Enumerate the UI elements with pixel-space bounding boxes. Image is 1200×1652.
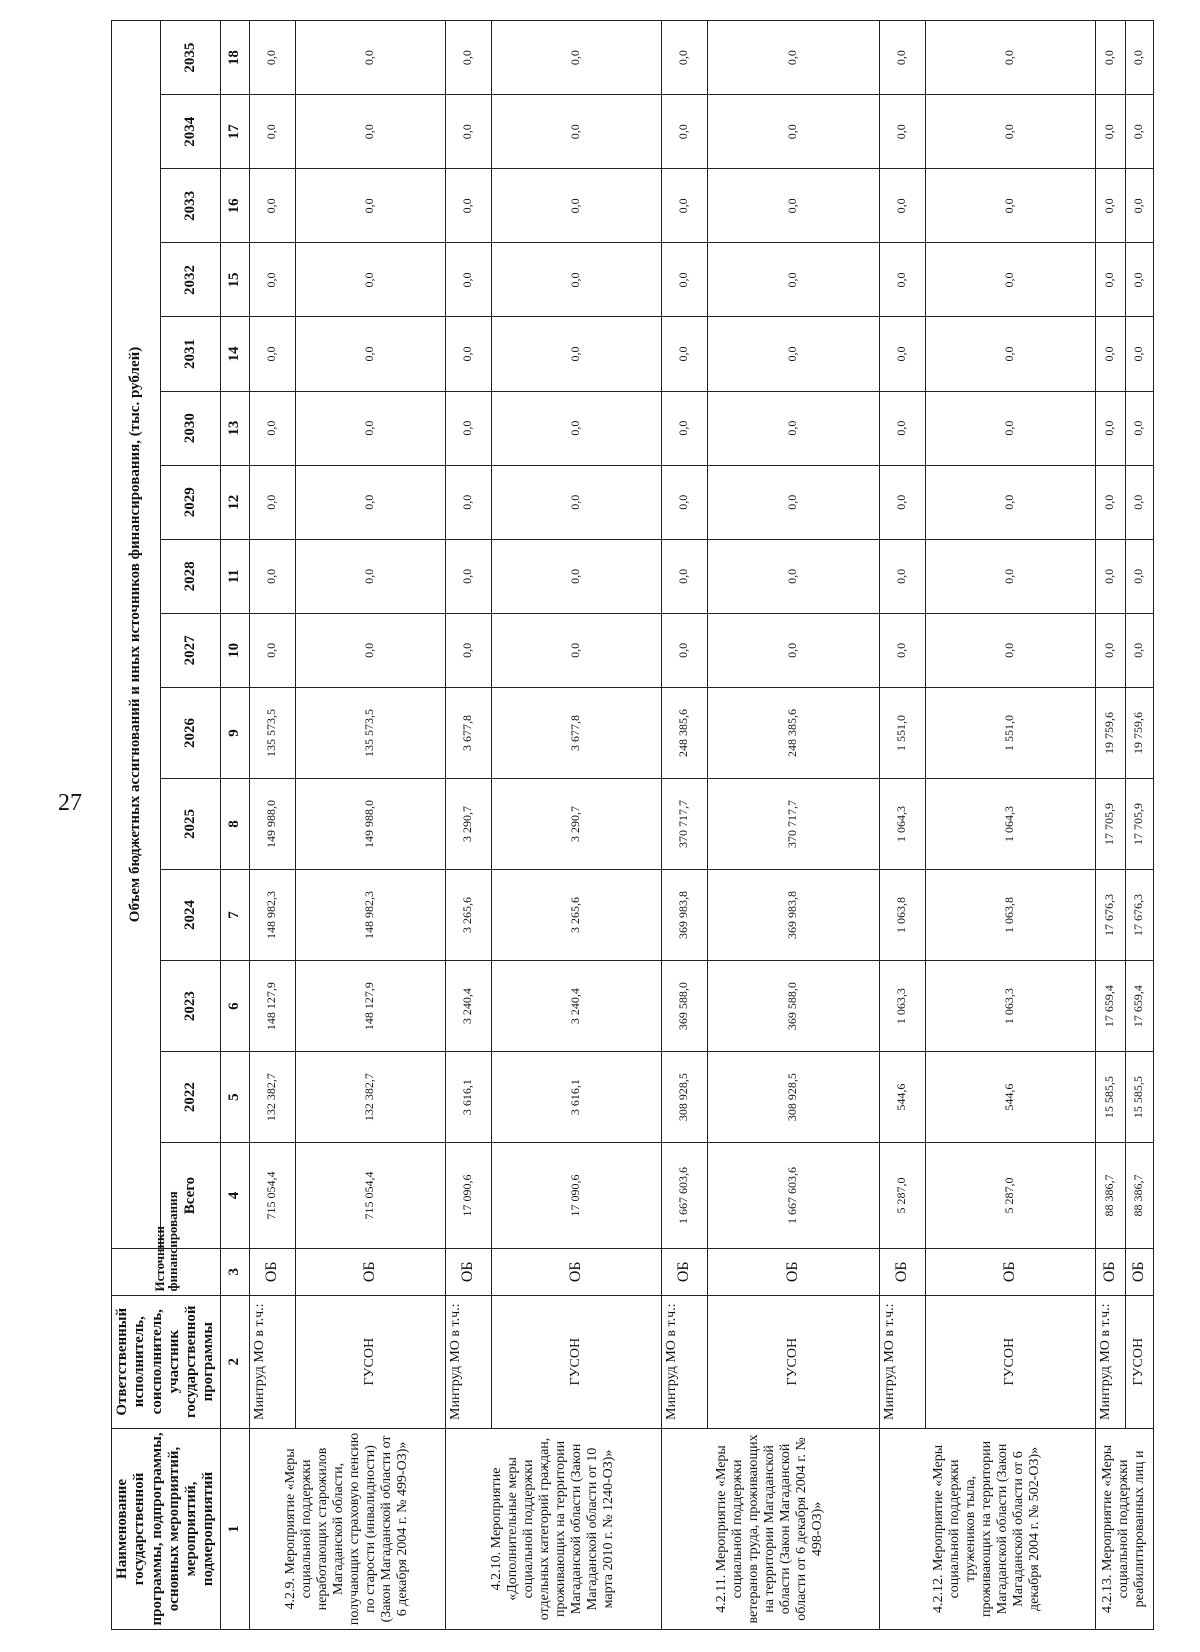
value-cell: 544,6 bbox=[879, 1052, 925, 1143]
responsible-executor: Минтруд МО в т.ч.: bbox=[445, 1295, 491, 1428]
value-cell: 369 588,0 bbox=[661, 961, 707, 1052]
value-cell: 19 759,6 bbox=[1095, 687, 1125, 778]
responsible-executor: ГУСОН bbox=[491, 1295, 661, 1428]
header-year-2032: 2032 bbox=[160, 243, 220, 317]
value-cell: 0,0 bbox=[879, 391, 925, 465]
column-number: 8 bbox=[220, 779, 249, 870]
value-cell: 1 063,8 bbox=[925, 870, 1095, 961]
value-cell: 0,0 bbox=[925, 391, 1095, 465]
value-cell: 0,0 bbox=[661, 169, 707, 243]
table-row bbox=[661, 21, 707, 1630]
value-cell: 0,0 bbox=[1095, 243, 1125, 317]
header-name: Наименование государственной программы, подпрограммы, основных мероприятий, мероприятий, подмероприятий bbox=[112, 1428, 221, 1629]
header-year-2035: 2035 bbox=[160, 21, 220, 95]
value-cell: 1 551,0 bbox=[879, 687, 925, 778]
column-number: 1 bbox=[220, 1428, 249, 1629]
value-cell: 132 382,7 bbox=[295, 1052, 445, 1143]
funding-source: ОБ bbox=[925, 1248, 1095, 1295]
table-row bbox=[879, 21, 925, 1630]
value-cell: 17 676,3 bbox=[1095, 870, 1125, 961]
funding-source: ОБ bbox=[1095, 1248, 1125, 1295]
value-cell: 0,0 bbox=[925, 539, 1095, 613]
value-cell: 0,0 bbox=[445, 613, 491, 687]
value-cell: 0,0 bbox=[707, 613, 879, 687]
table-row bbox=[1095, 21, 1125, 1630]
value-cell: 0,0 bbox=[879, 21, 925, 95]
value-cell: 19 759,6 bbox=[1125, 687, 1153, 778]
funding-source: ОБ bbox=[661, 1248, 707, 1295]
table-row bbox=[707, 21, 879, 1630]
value-cell: 0,0 bbox=[879, 169, 925, 243]
value-cell: 0,0 bbox=[707, 169, 879, 243]
activity-name: 4.2.12. Мероприятие «Меры социальной поддержки тружеников тыла, проживающих на территории Магаданской области (Закон Магаданской области от 6 декабря 2004 г. № 502-ОЗ)» bbox=[879, 1428, 1095, 1629]
value-cell: 1 551,0 bbox=[925, 687, 1095, 778]
value-cell: 0,0 bbox=[925, 243, 1095, 317]
value-cell: 0,0 bbox=[925, 169, 1095, 243]
value-cell: 369 983,8 bbox=[661, 870, 707, 961]
activity-name: 4.2.9. Мероприятие «Меры социальной поддержки неработающих старожилов Магаданской области, получающих страховую пенсию по старости (инвалидности) (Закон Магаданской области от 6 декабря 2004 г. № 499-ОЗ)» bbox=[249, 1428, 445, 1629]
funding-source: ОБ bbox=[879, 1248, 925, 1295]
value-cell: 0,0 bbox=[295, 539, 445, 613]
header-year-2029: 2029 bbox=[160, 465, 220, 539]
value-cell: 0,0 bbox=[1125, 465, 1153, 539]
value-cell: 0,0 bbox=[879, 613, 925, 687]
value-cell: 0,0 bbox=[491, 613, 661, 687]
value-cell: 0,0 bbox=[445, 539, 491, 613]
value-cell: 148 982,3 bbox=[249, 870, 295, 961]
value-cell: 148 127,9 bbox=[295, 961, 445, 1052]
value-cell: 0,0 bbox=[491, 21, 661, 95]
value-cell: 0,0 bbox=[661, 465, 707, 539]
funding-source: ОБ bbox=[445, 1248, 491, 1295]
column-number: 17 bbox=[220, 95, 249, 169]
column-number: 14 bbox=[220, 317, 249, 391]
value-cell: 0,0 bbox=[445, 21, 491, 95]
value-cell: 0,0 bbox=[295, 465, 445, 539]
value-cell: 0,0 bbox=[295, 243, 445, 317]
value-cell: 132 382,7 bbox=[249, 1052, 295, 1143]
value-cell: 0,0 bbox=[1095, 95, 1125, 169]
value-cell: 0,0 bbox=[707, 539, 879, 613]
value-cell: 17 676,3 bbox=[1125, 870, 1153, 961]
responsible-executor: ГУСОН bbox=[707, 1295, 879, 1428]
responsible-executor: ГУСОН bbox=[1125, 1295, 1153, 1428]
value-cell: 0,0 bbox=[295, 21, 445, 95]
table-row bbox=[445, 21, 491, 1630]
value-cell: 248 385,6 bbox=[707, 687, 879, 778]
value-cell: 1 064,3 bbox=[925, 779, 1095, 870]
value-cell: 0,0 bbox=[925, 317, 1095, 391]
value-cell: 0,0 bbox=[249, 317, 295, 391]
column-number: 2 bbox=[220, 1295, 249, 1428]
value-cell: 3 290,7 bbox=[491, 779, 661, 870]
table-row bbox=[925, 21, 1095, 1630]
value-cell: 0,0 bbox=[491, 243, 661, 317]
header-year-2030: 2030 bbox=[160, 391, 220, 465]
value-cell: 369 983,8 bbox=[707, 870, 879, 961]
value-cell: 15 585,5 bbox=[1125, 1052, 1153, 1143]
value-cell: 1 063,8 bbox=[879, 870, 925, 961]
header-year-2034: 2034 bbox=[160, 95, 220, 169]
value-cell: 148 127,9 bbox=[249, 961, 295, 1052]
value-cell: 0,0 bbox=[879, 465, 925, 539]
header-year-2028: 2028 bbox=[160, 539, 220, 613]
value-cell: 0,0 bbox=[1125, 95, 1153, 169]
value-cell: 370 717,7 bbox=[707, 779, 879, 870]
header-year-2026: 2026 bbox=[160, 687, 220, 778]
table-row bbox=[491, 21, 661, 1630]
value-cell: 0,0 bbox=[295, 317, 445, 391]
value-total: 88 386,7 bbox=[1095, 1143, 1125, 1249]
header-year-2022: 2022 bbox=[160, 1052, 220, 1143]
value-cell: 0,0 bbox=[1125, 169, 1153, 243]
value-total: 715 054,4 bbox=[249, 1143, 295, 1249]
value-total: 715 054,4 bbox=[295, 1143, 445, 1249]
responsible-executor: Минтруд МО в т.ч.: bbox=[1095, 1295, 1125, 1428]
column-number: 13 bbox=[220, 391, 249, 465]
value-cell: 0,0 bbox=[1095, 465, 1125, 539]
value-cell: 1 064,3 bbox=[879, 779, 925, 870]
value-total: 17 090,6 bbox=[491, 1143, 661, 1249]
value-cell: 0,0 bbox=[707, 391, 879, 465]
activity-name: 4.2.13. Мероприятие «Меры социальной поддержки реабилитированных лиц и bbox=[1095, 1428, 1153, 1629]
value-cell: 0,0 bbox=[925, 21, 1095, 95]
header-year-2025: 2025 bbox=[160, 779, 220, 870]
value-cell: 0,0 bbox=[295, 95, 445, 169]
value-cell: 149 988,0 bbox=[295, 779, 445, 870]
value-cell: 17 659,4 bbox=[1125, 961, 1153, 1052]
value-cell: 0,0 bbox=[707, 465, 879, 539]
responsible-executor: Минтруд МО в т.ч.: bbox=[879, 1295, 925, 1428]
header-volume: Объем бюджетных ассигнований и иных источников финансирования, (тыс. рублей) bbox=[112, 21, 161, 1249]
value-cell: 0,0 bbox=[249, 243, 295, 317]
value-cell: 0,0 bbox=[661, 21, 707, 95]
value-cell: 0,0 bbox=[707, 317, 879, 391]
responsible-executor: ГУСОН bbox=[295, 1295, 445, 1428]
responsible-executor: Минтруд МО в т.ч.: bbox=[249, 1295, 295, 1428]
value-cell: 0,0 bbox=[879, 317, 925, 391]
value-cell: 0,0 bbox=[1095, 317, 1125, 391]
value-cell: 3 677,8 bbox=[491, 687, 661, 778]
value-cell: 0,0 bbox=[879, 243, 925, 317]
value-cell: 0,0 bbox=[445, 95, 491, 169]
column-number: 10 bbox=[220, 613, 249, 687]
value-cell: 0,0 bbox=[1125, 539, 1153, 613]
budget-table-rotated bbox=[111, 20, 1148, 1630]
value-cell: 0,0 bbox=[249, 391, 295, 465]
value-cell: 1 063,3 bbox=[879, 961, 925, 1052]
header-year-2023: 2023 bbox=[160, 961, 220, 1052]
budget-table bbox=[111, 20, 1154, 1630]
column-number: 6 bbox=[220, 961, 249, 1052]
value-cell: 3 240,4 bbox=[491, 961, 661, 1052]
value-cell: 0,0 bbox=[249, 613, 295, 687]
value-cell: 0,0 bbox=[295, 613, 445, 687]
value-cell: 0,0 bbox=[249, 465, 295, 539]
value-cell: 0,0 bbox=[491, 169, 661, 243]
value-cell: 149 988,0 bbox=[249, 779, 295, 870]
page-number: 27 bbox=[58, 790, 82, 816]
value-cell: 0,0 bbox=[1095, 613, 1125, 687]
value-cell: 3 240,4 bbox=[445, 961, 491, 1052]
value-cell: 3 616,1 bbox=[491, 1052, 661, 1143]
value-cell: 0,0 bbox=[249, 539, 295, 613]
value-cell: 0,0 bbox=[707, 95, 879, 169]
value-cell: 308 928,5 bbox=[661, 1052, 707, 1143]
value-cell: 370 717,7 bbox=[661, 779, 707, 870]
value-cell: 0,0 bbox=[1095, 539, 1125, 613]
funding-source: ОБ bbox=[707, 1248, 879, 1295]
value-total: 5 287,0 bbox=[879, 1143, 925, 1249]
header-responsible: Ответственный исполнитель, соисполнитель, участник государственной программы bbox=[112, 1295, 221, 1428]
value-cell: 3 290,7 bbox=[445, 779, 491, 870]
header-source: Источники финансирования bbox=[112, 1248, 221, 1295]
value-cell: 0,0 bbox=[661, 613, 707, 687]
value-cell: 544,6 bbox=[925, 1052, 1095, 1143]
value-cell: 0,0 bbox=[661, 243, 707, 317]
value-cell: 0,0 bbox=[707, 21, 879, 95]
value-cell: 135 573,5 bbox=[249, 687, 295, 778]
value-cell: 369 588,0 bbox=[707, 961, 879, 1052]
value-cell: 148 982,3 bbox=[295, 870, 445, 961]
value-cell: 248 385,6 bbox=[661, 687, 707, 778]
column-number: 15 bbox=[220, 243, 249, 317]
value-cell: 0,0 bbox=[249, 21, 295, 95]
funding-source: ОБ bbox=[1125, 1248, 1153, 1295]
header-year-2027: 2027 bbox=[160, 613, 220, 687]
value-cell: 0,0 bbox=[1125, 613, 1153, 687]
table-row bbox=[249, 21, 295, 1630]
activity-name: 4.2.10. Мероприятие «Дополнительные меры социальной поддержки отдельных категорий граждан, проживающих на территории Магаданской области (Закон Магаданской области от 10 марта 2010 г. № 1240-ОЗ)» bbox=[445, 1428, 661, 1629]
value-cell: 0,0 bbox=[249, 95, 295, 169]
value-cell: 0,0 bbox=[249, 169, 295, 243]
value-total: 1 667 603,6 bbox=[707, 1143, 879, 1249]
header-year-2033: 2033 bbox=[160, 169, 220, 243]
value-cell: 0,0 bbox=[295, 391, 445, 465]
column-number: 18 bbox=[220, 21, 249, 95]
value-cell: 0,0 bbox=[1095, 21, 1125, 95]
funding-source: ОБ bbox=[295, 1248, 445, 1295]
value-cell: 0,0 bbox=[1125, 317, 1153, 391]
value-cell: 0,0 bbox=[925, 95, 1095, 169]
value-cell: 0,0 bbox=[661, 317, 707, 391]
value-cell: 0,0 bbox=[445, 169, 491, 243]
value-cell: 0,0 bbox=[879, 539, 925, 613]
column-number: 3 bbox=[220, 1248, 249, 1295]
table-row bbox=[1125, 21, 1153, 1630]
value-cell: 0,0 bbox=[445, 465, 491, 539]
value-cell: 0,0 bbox=[445, 391, 491, 465]
value-cell: 0,0 bbox=[661, 539, 707, 613]
value-cell: 0,0 bbox=[879, 95, 925, 169]
value-cell: 0,0 bbox=[491, 539, 661, 613]
value-cell: 0,0 bbox=[1125, 243, 1153, 317]
value-cell: 1 063,3 bbox=[925, 961, 1095, 1052]
value-cell: 0,0 bbox=[295, 169, 445, 243]
value-cell: 0,0 bbox=[445, 317, 491, 391]
funding-source: ОБ bbox=[491, 1248, 661, 1295]
value-cell: 0,0 bbox=[661, 391, 707, 465]
column-number: 4 bbox=[220, 1143, 249, 1249]
value-cell: 3 265,6 bbox=[491, 870, 661, 961]
value-cell: 15 585,5 bbox=[1095, 1052, 1125, 1143]
value-total: 5 287,0 bbox=[925, 1143, 1095, 1249]
value-cell: 0,0 bbox=[925, 613, 1095, 687]
value-cell: 0,0 bbox=[1095, 391, 1125, 465]
header-total: Всего bbox=[160, 1143, 220, 1249]
value-cell: 3 616,1 bbox=[445, 1052, 491, 1143]
value-cell: 3 265,6 bbox=[445, 870, 491, 961]
value-cell: 0,0 bbox=[661, 95, 707, 169]
table-row bbox=[295, 21, 445, 1630]
responsible-executor: ГУСОН bbox=[925, 1295, 1095, 1428]
value-cell: 3 677,8 bbox=[445, 687, 491, 778]
value-cell: 0,0 bbox=[491, 317, 661, 391]
header-year-2024: 2024 bbox=[160, 870, 220, 961]
column-number: 7 bbox=[220, 870, 249, 961]
activity-name: 4.2.11. Мероприятие «Меры социальной поддержки ветеранов труда, проживающих на территории Магаданской области (Закон Магаданской области от 6 декабря 2004 г. № 498-ОЗ)» bbox=[661, 1428, 879, 1629]
value-cell: 135 573,5 bbox=[295, 687, 445, 778]
value-cell: 0,0 bbox=[491, 391, 661, 465]
value-cell: 0,0 bbox=[491, 465, 661, 539]
value-cell: 0,0 bbox=[707, 243, 879, 317]
value-cell: 0,0 bbox=[1125, 21, 1153, 95]
value-cell: 17 705,9 bbox=[1095, 779, 1125, 870]
value-cell: 17 659,4 bbox=[1095, 961, 1125, 1052]
value-cell: 0,0 bbox=[1095, 169, 1125, 243]
column-number: 12 bbox=[220, 465, 249, 539]
column-number: 16 bbox=[220, 169, 249, 243]
value-cell: 0,0 bbox=[491, 95, 661, 169]
value-total: 88 386,7 bbox=[1125, 1143, 1153, 1249]
responsible-executor: Минтруд МО в т.ч.: bbox=[661, 1295, 707, 1428]
value-cell: 0,0 bbox=[445, 243, 491, 317]
header-year-2031: 2031 bbox=[160, 317, 220, 391]
column-number: 9 bbox=[220, 687, 249, 778]
column-number: 11 bbox=[220, 539, 249, 613]
funding-source: ОБ bbox=[249, 1248, 295, 1295]
column-number: 5 bbox=[220, 1052, 249, 1143]
value-total: 1 667 603,6 bbox=[661, 1143, 707, 1249]
value-cell: 0,0 bbox=[925, 465, 1095, 539]
value-cell: 308 928,5 bbox=[707, 1052, 879, 1143]
value-cell: 17 705,9 bbox=[1125, 779, 1153, 870]
value-total: 17 090,6 bbox=[445, 1143, 491, 1249]
value-cell: 0,0 bbox=[1125, 391, 1153, 465]
